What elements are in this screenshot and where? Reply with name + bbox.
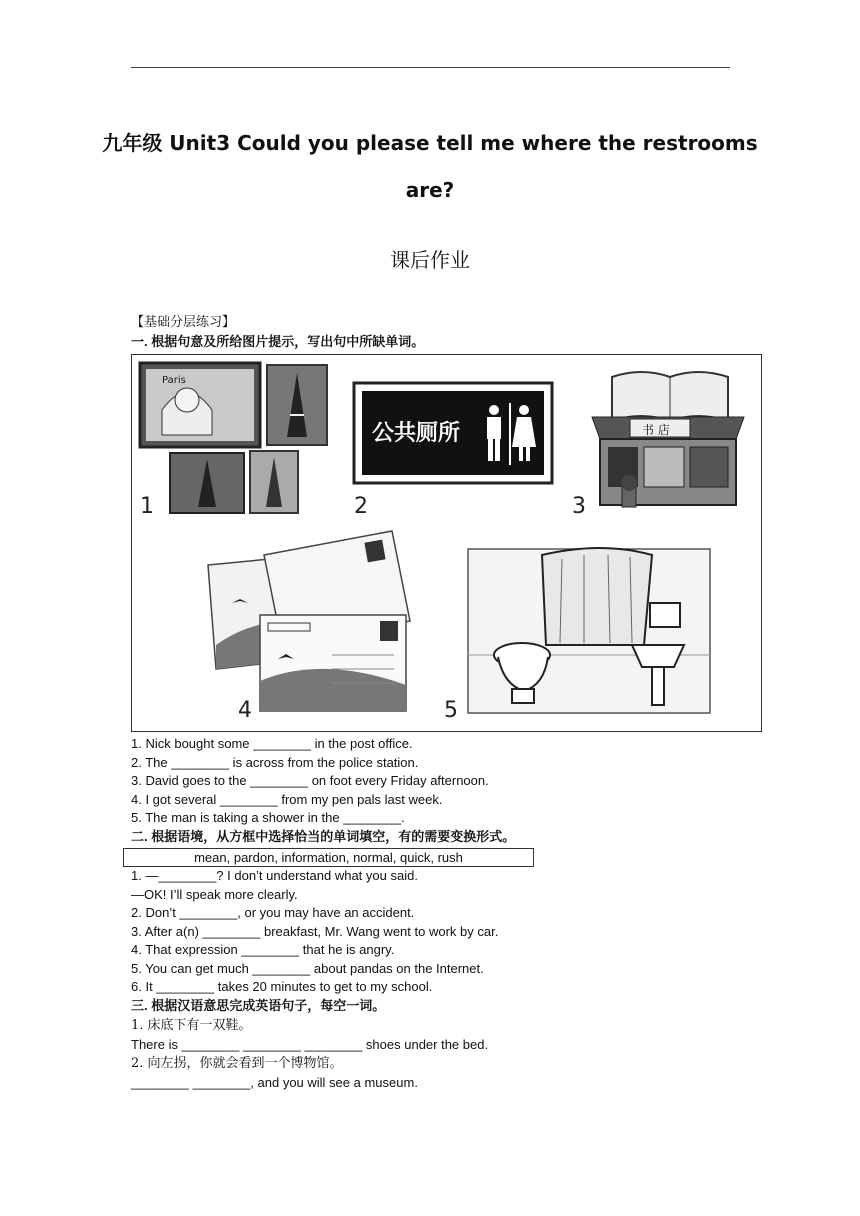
part3-item-1-chinese: 1. 床底下有一双鞋。 <box>131 1018 252 1033</box>
svg-text:Paris: Paris <box>162 375 186 386</box>
part3-item-2-chinese: 2. 向左拐，你就会看到一个博物馆。 <box>131 1056 343 1071</box>
part3-item-1-english: There is ________ ________ ________ shoes under the bed. <box>131 1037 489 1052</box>
part2-item-6: 6. It ________ takes 20 minutes to get to my school. <box>131 979 433 994</box>
restroom-sign-icon <box>354 383 552 519</box>
part2-item-4: 4. That expression ________ that he is angry. <box>131 942 395 957</box>
bathroom-icon <box>444 548 710 723</box>
page-subtitle: 课后作业 <box>390 248 470 272</box>
picture-frame <box>131 354 762 732</box>
part3-heading: 三. 根据汉语意思完成英语句子，每空一词。 <box>131 998 386 1013</box>
part2-item-1: 1. —________? I don’t understand what you said. <box>131 868 418 883</box>
part1-item-2: 2. The ________ is across from the police station. <box>131 755 419 770</box>
svg-text:4: 4 <box>238 698 252 723</box>
postcards-icon <box>208 531 410 723</box>
part2-item-2: 2. Don’t ________, or you may have an accident. <box>131 905 415 920</box>
part1-item-5: 5. The man is taking a shower in the ________. <box>131 810 405 825</box>
svg-text:公共厕所: 公共厕所 <box>372 421 461 446</box>
svg-text:2: 2 <box>354 494 368 519</box>
paris-stamps-icon <box>140 363 327 519</box>
word-box: mean, pardon, information, normal, quick, rush <box>123 848 534 867</box>
header-rule <box>131 67 730 68</box>
part2-item-1-response: —OK! I’ll speak more clearly. <box>131 887 298 902</box>
svg-text:3: 3 <box>572 494 586 519</box>
page-title-line2: are? <box>405 178 455 202</box>
part1-item-1: 1. Nick bought some ________ in the post office. <box>131 736 413 751</box>
svg-text:1: 1 <box>140 494 154 519</box>
page-title-line1: 九年级 Unit3 Could you please tell me where the restrooms <box>102 131 758 155</box>
part3-item-2-english: ________ ________, and you will see a museum. <box>131 1075 418 1090</box>
part1-heading: 一. 根据句意及所给图片提示，写出句中所缺单词。 <box>131 334 425 349</box>
part1-item-4: 4. I got several ________ from my pen pals last week. <box>131 792 443 807</box>
illustrations <box>132 355 761 731</box>
section-tag: 【基础分层练习】 <box>131 314 236 329</box>
part2-item-5: 5. You can get much ________ about pandas on the Internet. <box>131 961 484 976</box>
part1-item-3: 3. David goes to the ________ on foot every Friday afternoon. <box>131 773 489 788</box>
svg-text:书 店: 书 店 <box>642 423 670 437</box>
svg-text:5: 5 <box>444 698 458 723</box>
bookstore-icon <box>572 372 744 519</box>
part2-item-3: 3. After a(n) ________ breakfast, Mr. Wang went to work by car. <box>131 924 499 939</box>
part2-heading: 二. 根据语境，从方框中选择恰当的单词填空，有的需要变换形式。 <box>131 829 516 844</box>
